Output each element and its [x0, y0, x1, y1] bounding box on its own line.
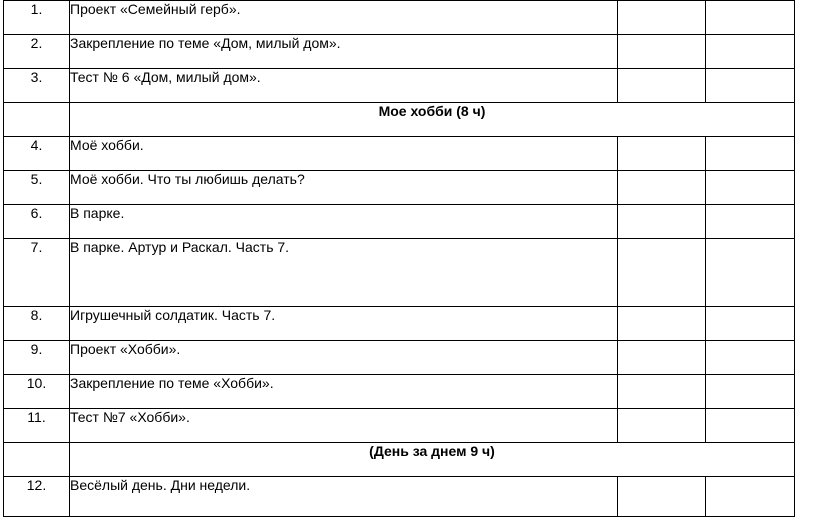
table-row: [4, 171, 795, 205]
lesson-number: 9.: [4, 341, 70, 375]
table-row: [4, 35, 795, 69]
empty-cell: [706, 239, 795, 307]
table-row: [4, 1, 795, 35]
lesson-number: 8.: [4, 307, 70, 341]
lesson-topic: Тест № 6 «Дом, милый дом».: [70, 69, 618, 103]
table-row: [4, 341, 795, 375]
lesson-number: 11.: [4, 409, 70, 443]
table-row: [4, 375, 795, 409]
table-row: [4, 409, 795, 443]
lesson-topic: В парке. Артур и Раскал. Часть 7.: [70, 239, 618, 307]
table-row: [4, 137, 795, 171]
empty-cell: [618, 375, 706, 409]
lesson-topic: В парке.: [70, 205, 618, 239]
table-row: [4, 205, 795, 239]
empty-cell: [618, 171, 706, 205]
lesson-topic: Тест №7 «Хобби».: [70, 409, 618, 443]
section-row: [4, 103, 795, 137]
empty-cell: [706, 409, 795, 443]
lesson-number: 1.: [4, 1, 70, 35]
lesson-topic: Проект «Семейный герб».: [70, 1, 618, 35]
empty-cell: [706, 69, 795, 103]
lesson-number: 10.: [4, 375, 70, 409]
empty-cell: [618, 409, 706, 443]
empty-cell: [706, 307, 795, 341]
section-title: (День за днем 9 ч): [70, 443, 795, 477]
section-title: Мое хобби (8 ч): [70, 103, 795, 137]
empty-cell: [706, 375, 795, 409]
empty-cell: [4, 103, 70, 137]
lesson-number: 12.: [4, 477, 70, 517]
empty-cell: [706, 35, 795, 69]
lesson-topic: Моё хобби.: [70, 137, 618, 171]
lesson-number: 7.: [4, 239, 70, 307]
empty-cell: [706, 137, 795, 171]
lesson-topic: Закрепление по теме «Хобби».: [70, 375, 618, 409]
lesson-number: 2.: [4, 35, 70, 69]
lesson-topic: Моё хобби. Что ты любишь делать?: [70, 171, 618, 205]
empty-cell: [706, 171, 795, 205]
lesson-topic: Закрепление по теме «Дом, милый дом».: [70, 35, 618, 69]
empty-cell: [618, 341, 706, 375]
empty-cell: [4, 443, 70, 477]
empty-cell: [706, 205, 795, 239]
table-row: [4, 307, 795, 341]
empty-cell: [706, 341, 795, 375]
empty-cell: [618, 307, 706, 341]
lesson-plan-table: [3, 0, 795, 517]
lesson-number: 6.: [4, 205, 70, 239]
lesson-number: 5.: [4, 171, 70, 205]
lesson-number: 4.: [4, 137, 70, 171]
lesson-number: 3.: [4, 69, 70, 103]
table-row: [4, 239, 795, 307]
empty-cell: [618, 1, 706, 35]
lesson-topic: Игрушечный солдатик. Часть 7.: [70, 307, 618, 341]
empty-cell: [618, 239, 706, 307]
section-row: [4, 443, 795, 477]
lesson-topic: Проект «Хобби».: [70, 341, 618, 375]
empty-cell: [706, 1, 795, 35]
empty-cell: [618, 35, 706, 69]
empty-cell: [618, 205, 706, 239]
empty-cell: [618, 69, 706, 103]
empty-cell: [618, 137, 706, 171]
table-row: [4, 69, 795, 103]
lesson-topic: Весёлый день. Дни недели.: [70, 477, 618, 517]
